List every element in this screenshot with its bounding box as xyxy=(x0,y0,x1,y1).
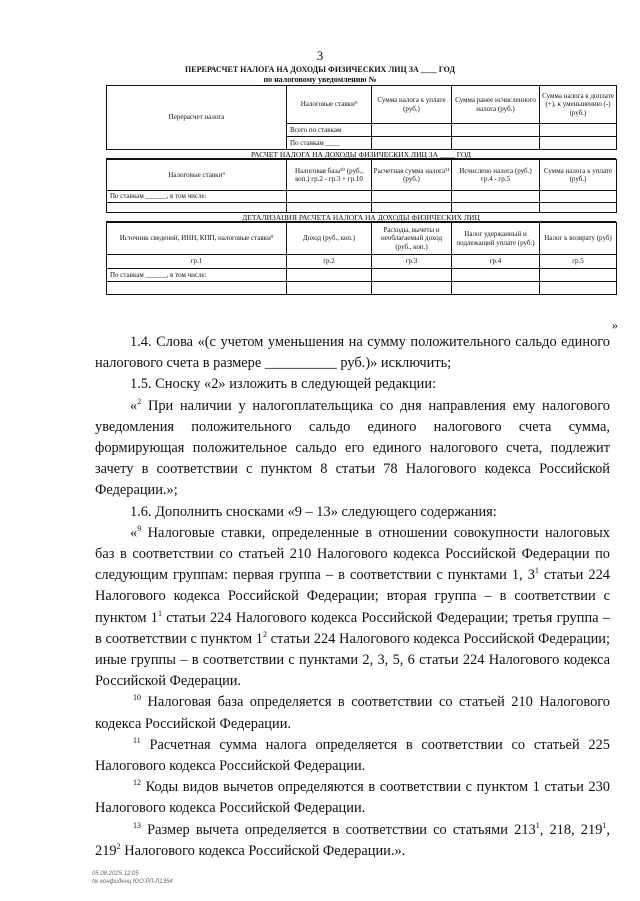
footnote-13: $^{13}$ Размер вычета определяется в соответствии со статьями $213^1$, 218, $219^1$, $219^2$ Налогового кодекса Российской Федерации.». xyxy=(95,820,610,859)
calculated-tax-header: Исчислено налога (руб.) гр.4 - гр.5 xyxy=(452,160,540,191)
column-number: гр.4 xyxy=(452,255,540,269)
tax-difference-header: Сумма налога к доплате (+), к уменьшению (-) (руб.) xyxy=(540,86,617,124)
total-rates-row: Всего по ставкам xyxy=(287,124,372,137)
paragraph-1-5: 1.5. Сноску «2» изложить в следующей редакции: xyxy=(130,376,437,393)
footnote-10: $^{10}$ Налоговая база определяется в соответствии со статьей 210 Налогового кодекса Российской Федерации. xyxy=(95,693,610,732)
detail-table xyxy=(106,222,617,295)
paragraph-1-6: 1.6. Дополнить сносками «9 – 13» следующего содержания: xyxy=(130,503,497,520)
by-rates-row: По ставкам ______, в том числе: xyxy=(107,191,287,203)
footer-code: № конфиденц ЮО.РЛ-Л1354 xyxy=(92,879,173,885)
table3-caption: ДЕТАЛИЗАЦИЯ РАСЧЕТА НАЛОГА НА ДОХОДЫ ФИЗИЧЕСКИХ ЛИЦ xyxy=(106,213,616,222)
footer-date: 05.08.2025 12:05 xyxy=(92,871,139,877)
tax-payable-header: Сумма налога к уплате (руб.) xyxy=(540,160,617,191)
previous-tax-header: Сумма ранее исчисленного налога (руб.) xyxy=(452,86,540,124)
refund-header: Налог к возврату (руб) xyxy=(540,223,617,255)
deductions-header: Расходы, вычеты и необлагаемый доход (руб., коп.) xyxy=(372,223,452,255)
recalc-table xyxy=(106,85,617,150)
amendment-text xyxy=(95,332,610,862)
rates-header: Налоговые ставки⁹ xyxy=(287,86,372,124)
table1-subtitle: по налоговому уведомлению № xyxy=(263,75,377,84)
paragraph-1-4: 1.4. Слова «(с учетом уменьшения на сумму положительного сальдо единого налогового счета в размере __________ руб.)» исключить; xyxy=(95,334,610,372)
table1-title: ПЕРЕРАСЧЕТ НАЛОГА НА ДОХОДЫ ФИЗИЧЕСКИХ ЛИЦ ЗА ____ ГОД xyxy=(185,65,455,74)
footnote-2: «$^2$ При наличии у налогоплательщика со дня направления ему налогового уведомления положительного сальдо единого налогового счета сумма, формирующая положительное сальдо его единого налогового счета, подлежит зачету в соответствии с пунктом 8 статьи 78 Налогового кодекса Российской Федерации.»; xyxy=(95,396,610,499)
column-number: гр.2 xyxy=(287,255,372,269)
footnote-9: «$^9$ Налоговые ставки, определенные в отношении совокупности налоговых баз в соответствии со статьей 210 Налогового кодекса Российской Федерации по следующим группам: первая группа – в соответствии с пунктами 1, $3^1$ статьи 224 Налогового кодекса Российской Федерации; вторая группа – в соответствии с пунктом $1^1$ статьи 224 Налогового кодекса Российской Федерации; третья группа – в соответствии с пунктом $1^2$ статьи 224 Налогового кодекса Российской Федерации; иные группы – в соответствии с пунктами 2, 3, 5, 6 статьи 224 Налогового кодекса Российской Федерации. xyxy=(95,524,611,690)
tax-base-header: Налоговая база¹⁰ (руб., коп.) гр.2 - гр.3 + гр.10 xyxy=(287,160,372,191)
table2-caption: РАСЧЕТ НАЛОГА НА ДОХОДЫ ФИЗИЧЕСКИХ ЛИЦ ЗА ____ ГОД xyxy=(106,150,616,159)
page-number: 3 xyxy=(316,48,324,63)
income-header: Доход (руб., коп.) xyxy=(287,223,372,255)
column-number: гр.3 xyxy=(372,255,452,269)
recalc-row-label: Перерасчет налога xyxy=(107,86,287,150)
estimated-tax-header: Расчетная сумма налога¹¹ (руб.) xyxy=(372,160,452,191)
rates-header: Налоговые ставки⁹ xyxy=(107,160,287,191)
by-rates-row: По ставкам ____ xyxy=(287,137,372,150)
column-number: гр.5 xyxy=(540,255,617,269)
withheld-tax-header: Налог удержанный и подлежащий уплате (руб.) xyxy=(452,223,540,255)
tax-due-header: Сумма налога к уплате (руб.) xyxy=(372,86,452,124)
calculation-table xyxy=(106,159,617,213)
footnote-11: $^{11}$ Расчетная сумма налога определяется в соответствии со статьей 225 Налогового кодекса Российской Федерации. xyxy=(95,736,610,775)
footnote-12: $^{12}$ Коды видов вычетов определяются в соответствии с пунктом 1 статьи 230 Налогового кодекса Российской Федерации. xyxy=(95,778,610,817)
closing-quote: » xyxy=(612,318,618,332)
source-header: Источник сведений, ИНН, КПП, налоговые ставки⁹ xyxy=(107,223,287,255)
by-rates-row: По ставкам ______, в том числе: xyxy=(107,269,287,282)
tax-tables xyxy=(106,85,616,295)
document-footer xyxy=(92,870,173,886)
column-number: гр.1 xyxy=(107,255,287,269)
